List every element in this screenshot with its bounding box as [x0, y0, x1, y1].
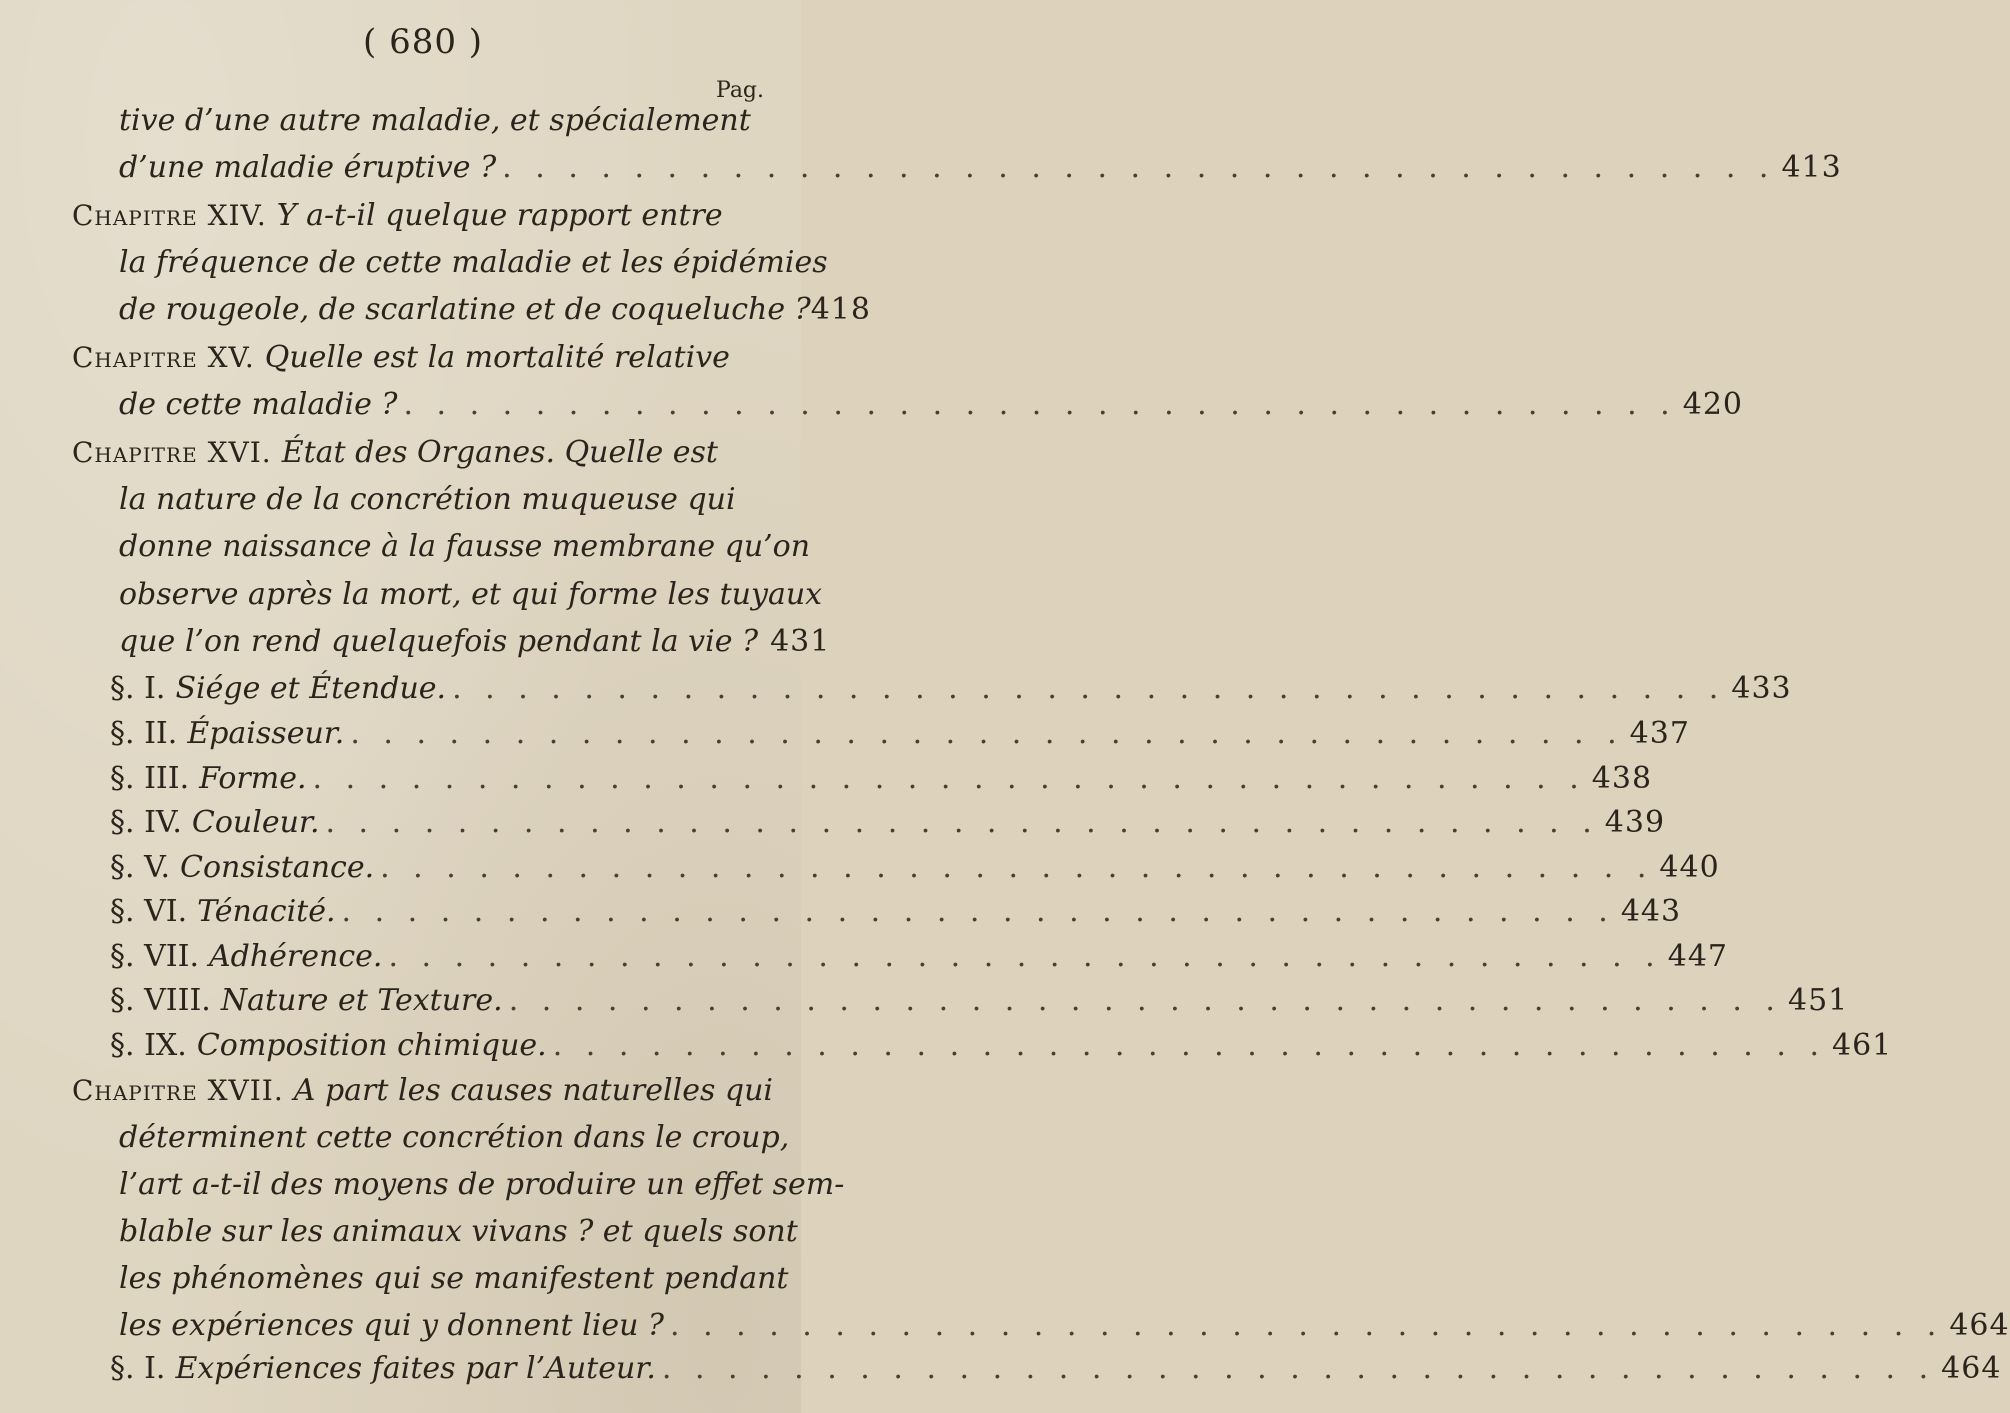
entry-text: la nature de la concrétion muqueuse qui: [119, 482, 736, 517]
page-number: 420: [1682, 387, 1743, 422]
entry-text: d’une maladie éruptive ?: [119, 150, 497, 185]
page-number: 439: [1604, 805, 1666, 840]
entry-text: Y a-t-il quelque rapport entre: [276, 198, 723, 233]
chapter-label: Chapitre XIV.: [72, 199, 267, 232]
entry-text: observe après la mort, et qui forme les tuyaux: [119, 577, 823, 612]
section-label: §. IX.: [110, 1028, 187, 1063]
section-label: §. VIII.: [110, 983, 211, 1018]
leader-dots: . . . . . . . . . . . . . . . . . . . . . . . . . . . . . . . . . . . . . . .: [502, 150, 1776, 185]
entry-text: État des Organes. Quelle est: [281, 435, 718, 470]
entry-text: Siége et Étendue.: [175, 671, 447, 706]
entry-text: les expériences qui y donnent lieu ?: [119, 1308, 665, 1343]
toc-line: [110, 978, 1849, 1024]
toc-line: [72, 193, 723, 239]
toc-line: [119, 524, 811, 570]
page-number: 461: [1832, 1028, 1893, 1063]
entry-text: les phénomènes qui se manifestent pendant: [119, 1261, 789, 1296]
entry-text: l’art a-t-il des moyens de produire un effet sem-: [119, 1167, 845, 1202]
section-label: §. III.: [110, 761, 190, 796]
entry-text: Consistance.: [180, 850, 375, 885]
entry-text: Épaisseur.: [187, 716, 345, 751]
toc-line: [119, 240, 828, 286]
entry-text: que l’on rend quelquefois pendant la vie ?: [119, 624, 759, 659]
entry-text: de cette maladie ?: [119, 387, 398, 422]
chapter-label: Chapitre XVI.: [72, 436, 272, 469]
chapter-label: Chapitre XV.: [72, 341, 255, 374]
entry-text: la fréquence de cette maladie et les épidémies: [119, 245, 828, 280]
entry-text: de rougeole, de scarlatine et de coqueluche ?: [119, 292, 811, 327]
toc-line: [119, 382, 1743, 428]
chapter-label: Chapitre XVII.: [72, 1074, 284, 1107]
section-label: §. II.: [110, 716, 178, 751]
section-label: §. I.: [110, 1351, 166, 1386]
toc-line: [72, 1068, 774, 1114]
entry-text: A part les causes naturelles qui: [293, 1073, 774, 1108]
entry-text: blable sur les animaux vivans ? et quels sont: [119, 1214, 798, 1249]
entry-text: Nature et Texture.: [220, 983, 503, 1018]
toc-line: [110, 1346, 2002, 1392]
page-number: 433: [1731, 671, 1792, 706]
toc-line: [110, 1023, 1893, 1069]
page-number: 438: [1591, 761, 1653, 796]
entry-text: Expériences faites par l’Auteur.: [175, 1351, 656, 1386]
entry-text: Ténacité.: [197, 894, 336, 929]
leader-dots: . . . . . . . . . . . . . . . . . . . . . . . . . . . . . . . . . . . . . . .: [312, 761, 1586, 796]
entry-text: Composition chimique.: [196, 1028, 547, 1063]
page-number: 464: [1941, 1351, 2002, 1386]
toc-line: [110, 800, 1666, 846]
toc-line: [119, 1209, 798, 1255]
toc-line: [110, 756, 1653, 802]
toc-line: [119, 98, 751, 144]
leader-dots: . . . . . . . . . . . . . . . . . . . . . . . . . . . . . . . . . . . . . . .: [350, 716, 1624, 751]
toc-line: [119, 477, 736, 523]
section-label: §. IV.: [110, 805, 182, 840]
page-number: 447: [1667, 939, 1728, 974]
toc-line: [72, 430, 718, 476]
page-number: 437: [1629, 716, 1690, 751]
entry-text: tive d’une autre maladie, et spécialement: [119, 103, 751, 138]
toc-line: [119, 1162, 845, 1208]
page-number: 418: [810, 292, 871, 327]
section-label: §. I.: [110, 671, 166, 706]
entry-text: Quelle est la mortalité relative: [264, 340, 730, 375]
page-number: 440: [1659, 850, 1720, 885]
leader-dots: . . . . . . . . . . . . . . . . . . . . . . . . . . . . . . . . . . . . . . .: [325, 805, 1599, 840]
toc-line: [110, 889, 1682, 935]
toc-line: [119, 145, 1842, 191]
leader-dots: . . . . . . . . . . . . . . . . . . . . . . . . . . . . . . . . . . . . . . .: [452, 671, 1726, 706]
leader-dots: . . . . . . . . . . . . . . . . . . . . . . . . . . . . . . . . . . . . . . .: [661, 1351, 1936, 1386]
entry-text: Forme.: [199, 761, 307, 796]
toc-line: [110, 934, 1728, 980]
leader-dots: . . . . . . . . . . . . . . . . . . . . . . . . . . . . . . . . . . . . . . .: [341, 894, 1615, 929]
section-label: §. VI.: [110, 894, 188, 929]
toc-line: [72, 335, 730, 381]
leader-dots: . . . . . . . . . . . . . . . . . . . . . . . . . . . . . . . . . . . . . . .: [388, 939, 1662, 974]
page-folio: ( 680 ): [363, 22, 484, 62]
page-number: 464: [1949, 1308, 2010, 1343]
leader-dots: . . . . . . . . . . . . . . . . . . . . . . . . . . . . . . . . . . . . . . .: [552, 1028, 1826, 1063]
toc-line: [110, 845, 1720, 891]
toc-line: [119, 1256, 789, 1302]
toc-line: [110, 711, 1690, 757]
toc-line: [119, 572, 823, 618]
leader-dots: . . . . . . . . . . . . . . . . . . . . . . . . . . . . . . . . . . . . . . .: [508, 983, 1782, 1018]
toc-line: [110, 666, 1792, 712]
leader-dots: . . . . . . . . . . . . . . . . . . . . . . . . . . . . . . . . . . . . . . .: [403, 387, 1677, 422]
page-number: 443: [1620, 894, 1682, 929]
page-number: 413: [1781, 150, 1842, 185]
section-label: §. V.: [110, 850, 171, 885]
entry-text: donne naissance à la fausse membrane qu’on: [119, 529, 811, 564]
section-label: §. VII.: [110, 939, 199, 974]
leader-dots: . . . . . . . . . . . . . . . . . . . . . . . . . . . . . . . . . . . . . . .: [380, 850, 1654, 885]
entry-text: Couleur.: [191, 805, 320, 840]
page-number: 451: [1787, 983, 1849, 1018]
page-number: 431: [770, 624, 831, 659]
entry-text: Adhérence.: [208, 939, 383, 974]
toc-line: [119, 287, 871, 333]
toc-line: [119, 1115, 790, 1161]
pag-column-label: Pag.: [716, 78, 765, 103]
leader-dots: . . . . . . . . . . . . . . . . . . . . . . . . . . . . . . . . . . . . . . .: [670, 1308, 1944, 1343]
entry-text: déterminent cette concrétion dans le croup,: [119, 1120, 790, 1155]
toc-line: [119, 1303, 2010, 1349]
toc-line: [119, 619, 831, 665]
